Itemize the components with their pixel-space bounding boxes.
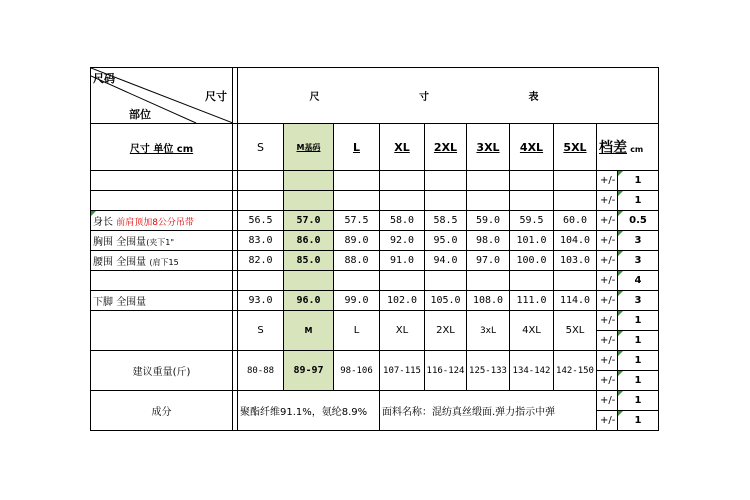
- size-header: 2XL: [425, 124, 467, 171]
- grade-value: 0.5: [618, 211, 659, 231]
- composition-fiber: 聚酯纤维91.1%，氨纶8.9%: [238, 391, 380, 431]
- composition-label: 成分: [91, 391, 233, 431]
- grade-value: 1: [618, 311, 659, 331]
- grade-value: 1: [618, 331, 659, 351]
- weight-value: 134-142: [510, 351, 554, 391]
- weight-value: 98-106: [334, 351, 380, 391]
- grade-value: 4: [618, 271, 659, 291]
- size-label: M: [284, 311, 334, 351]
- grade-value: 1: [618, 391, 659, 411]
- page-title: 尺 寸 表: [238, 68, 659, 124]
- size-header: L: [334, 124, 380, 171]
- grade-value: 1: [618, 371, 659, 391]
- size-label: 4XL: [510, 311, 554, 351]
- size-header: XL: [380, 124, 425, 171]
- weight-value: 125-133: [467, 351, 510, 391]
- grade-value: 3: [618, 291, 659, 311]
- table-row: 腰围 全围量 (肩下15 82.0 85.0 88.0 91.0 94.0 97.0 100.0 103.0 +/- 3: [91, 251, 659, 271]
- grade-unit: cm: [630, 145, 644, 154]
- corner-size: 尺寸: [205, 90, 227, 103]
- size-label: S: [238, 311, 284, 351]
- unit-label: 尺寸 单位 cm: [91, 124, 233, 171]
- size-header: 3XL: [467, 124, 510, 171]
- weight-value: 116-124: [425, 351, 467, 391]
- corner-size-code: 尺码: [93, 72, 115, 85]
- pm-label: +/-: [597, 191, 618, 211]
- size-header: 4XL: [510, 124, 554, 171]
- size-header: 5XL: [554, 124, 597, 171]
- size-header: S: [238, 124, 284, 171]
- table-row: 身长 前肩顶加8公分吊带 56.5 57.0 57.5 58.0 58.5 59.0 59.5 60.0 +/- 0.5: [91, 211, 659, 231]
- size-label: 3xL: [467, 311, 510, 351]
- measure-label: 身长 前肩顶加8公分吊带: [91, 211, 233, 231]
- grade-value: 1: [618, 351, 659, 371]
- size-label: 2XL: [425, 311, 467, 351]
- size-table: 尺码 尺寸 部位 尺 寸 表 尺寸 单位 cm S M基码 L XL 2XL 3XL 4XL 5XL 档差 cm +/- 1 +/- 1 身长 前肩顶加8公分吊带 56.5 57.0 57.5 58.0 58.5 59.0 59.5 60.0 +/- 0.5 胸围 全围量(夹下1" 83.0 86.0 89.0 92.0 95.0 98.0 101.0 104.0 +/- 3 腰围 全围量 (肩下15 82.0 85.0 88.0 91.0 94.0 97.0 100.0 103.0 +/- 3 +/- 4 下脚 全围量 93.0 96.0 99.0 102.0 105.0 108.0 111.0 114.0 +/- 3 S M L XL 2XL 3xL 4XL 5XL +/- 1 +/- 1 建议重量(斤) 80-88 89-97 98-106 107-115 116-124 125-133 134-142 142-150 +/- 1 +/- 1 成分 聚酯纤维91.1%，氨纶8.9% 面料名称：混纺真丝缎面.弹力指示中弹 +/- 1 +/- 1: [90, 67, 659, 431]
- table-row: 胸围 全围量(夹下1" 83.0 86.0 89.0 92.0 95.0 98.0 101.0 104.0 +/- 3: [91, 231, 659, 251]
- weight-label: 建议重量(斤): [91, 351, 233, 391]
- corner-part: 部位: [129, 108, 151, 121]
- grade-value: 1: [618, 411, 659, 431]
- pm-label: +/-: [597, 171, 618, 191]
- weight-value: 89-97: [284, 351, 334, 391]
- size-header-base: M基码: [284, 124, 334, 171]
- grade-value: 3: [618, 251, 659, 271]
- weight-value: 142-150: [554, 351, 597, 391]
- size-chart: [90, 67, 658, 430]
- size-label: L: [334, 311, 380, 351]
- size-label: 5XL: [554, 311, 597, 351]
- size-label: XL: [380, 311, 425, 351]
- composition-fabric: 面料名称：混纺真丝缎面.弹力指示中弹: [380, 391, 597, 431]
- header-corner: [91, 68, 233, 124]
- grade-label: 档差: [599, 140, 627, 156]
- grade-value: 3: [618, 231, 659, 251]
- measure-label: 腰围 全围量 (肩下15: [91, 251, 233, 271]
- table-row: 下脚 全围量 93.0 96.0 99.0 102.0 105.0 108.0 111.0 114.0 +/- 3: [91, 291, 659, 311]
- grade-value: 1: [618, 191, 659, 211]
- grade-value: 1: [618, 171, 659, 191]
- weight-value: 107-115: [380, 351, 425, 391]
- measure-label: 下脚 全围量: [91, 291, 233, 311]
- weight-value: 80-88: [238, 351, 284, 391]
- measure-label: 胸围 全围量(夹下1": [91, 231, 233, 251]
